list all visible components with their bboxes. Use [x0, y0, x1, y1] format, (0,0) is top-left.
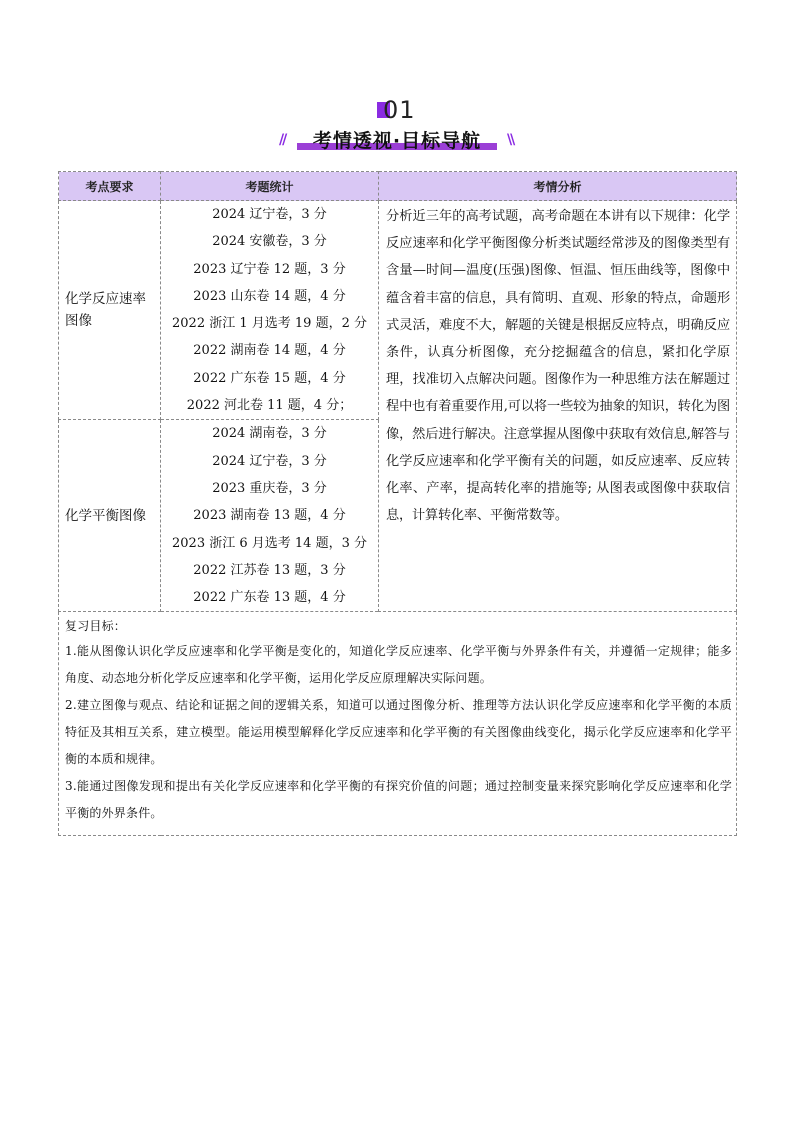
left-slash-decoration: // — [279, 132, 286, 148]
stat-line: 2022 江苏卷 13 题，3 分 — [193, 562, 346, 578]
goals-heading: 复习目标： — [65, 619, 127, 634]
stat-line: 2024 辽宁卷，3 分 — [212, 207, 327, 222]
right-slash-decoration: \\ — [507, 132, 514, 148]
header-exam-point: 考点要求 — [59, 172, 161, 201]
section-number-badge — [377, 98, 417, 126]
stat-line: 2022 河北卷 11 题，4 分； — [186, 398, 353, 414]
exam-point-cell: 化学平衡图像 — [59, 420, 161, 612]
section-title: 考情透视·目标导航 — [312, 130, 482, 152]
goal-item: 3.能通过图像发现和提出有关化学反应速率和化学平衡的有探究价值的问题；通过控制变量来探究影响化学反应速率和化学平衡的外界条件。 — [65, 779, 732, 821]
stat-line: 2023 山东卷 14 题，4 分 — [193, 288, 346, 304]
section-number: 01 — [383, 96, 416, 124]
stat-line: 2022 广东卷 13 题，4 分 — [193, 590, 346, 606]
question-stats-cell — [161, 420, 379, 612]
stat-line: 2024 辽宁卷，3 分 — [212, 453, 327, 469]
table-row — [59, 201, 737, 420]
exam-analysis-table — [58, 171, 737, 836]
stat-line: 2023 湖南卷 13 题，4 分 — [193, 508, 346, 524]
section-title-bar — [291, 126, 503, 152]
analysis-cell: 分析近三年的高考试题，高考命题在本讲有以下规律：化学反应速率和化学平衡图像分析类试题经常涉及的图像类型有含量—时间—温度(压强)图像、恒温、恒压曲线等，图像中蕴含着丰富的信息，具有简明、直观、形象的特点，命题形式灵活，难度不大，解题的关键是根据反应特点，明确反应条件，认真分析图像，充分挖掘蕴含的信息，紧扣化学原理，找准切入点解决问题。图像作为一种思维方法在解题过程中也有着重要作用,可以将一些较为抽象的知识，转化为图像，然后进行解决。注意掌握从图像中获取有效信息,解答与化学反应速率和化学平衡有关的问题，如反应速率、反应转化率、产率，提高转化率的措施等; 从图表或图像中获取信息，计算转化率、平衡常数等。 — [379, 201, 737, 612]
stat-line: 2022 广东卷 15 题，4 分 — [193, 370, 346, 386]
goals-row — [59, 612, 737, 836]
section-header — [0, 92, 794, 162]
question-stats-cell — [161, 201, 379, 420]
stat-line: 2022 浙江 1 月选考 19 题，2 分 — [172, 316, 367, 332]
header-analysis: 考情分析 — [379, 172, 737, 201]
goal-item: 1.能从图像认识化学反应速率和化学平衡是变化的，知道化学反应速率、化学平衡与外界条件有关，并遵循一定规律；能多角度、动态地分析化学反应速率和化学平衡，运用化学反应原理解决实际问题。 — [65, 644, 732, 686]
review-goals-cell — [59, 612, 737, 836]
header-question-stats: 考题统计 — [161, 172, 379, 201]
stat-line: 2024 湖南卷，3 分 — [212, 426, 327, 442]
exam-point-cell: 化学反应速率图像 — [59, 201, 161, 420]
stat-line: 2022 湖南卷 14 题，4 分 — [193, 343, 346, 359]
stat-line: 2023 重庆卷，3 分 — [212, 480, 327, 496]
stat-line: 2023 浙江 6 月选考 14 题，3 分 — [172, 535, 367, 551]
table-header-row — [59, 172, 737, 201]
stat-line: 2024 安徽卷，3 分 — [212, 234, 327, 250]
stat-line: 2023 辽宁卷 12 题，3 分 — [193, 261, 346, 277]
goal-item: 2.建立图像与观点、结论和证据之间的逻辑关系，知道可以通过图像分析、推理等方法认识化学反应速率和化学平衡的本质特征及其相互关系，建立模型。能运用模型解释化学反应速率和化学平衡的有关图像曲线变化，揭示化学反应速率和化学平衡的本质和规律。 — [65, 698, 732, 767]
